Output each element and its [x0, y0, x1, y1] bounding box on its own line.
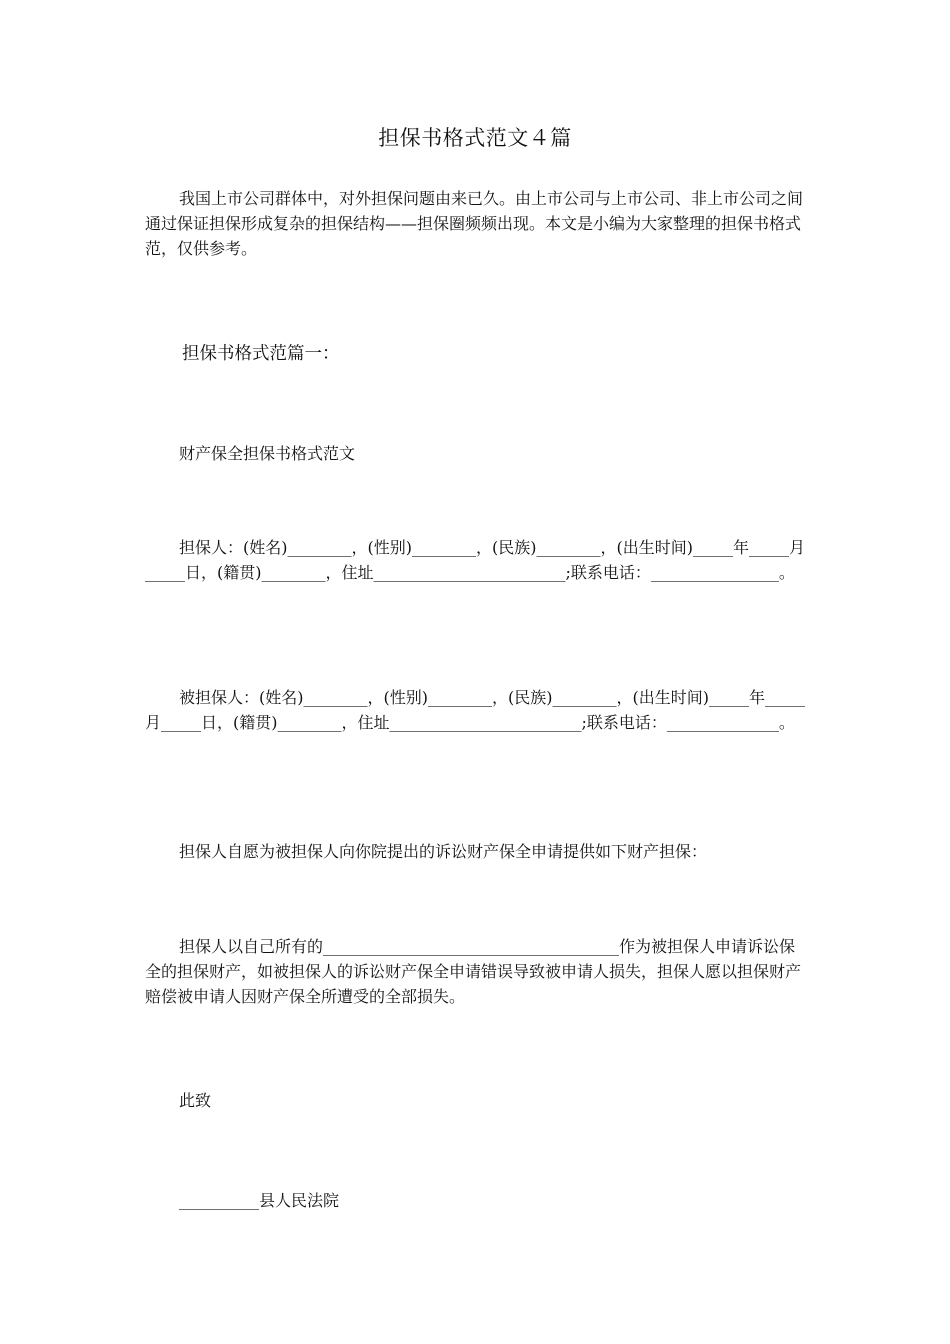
guarantor-info-paragraph: 担保人：(姓名)________，(性别)________，(民族)________，(出生时间)_____年_____月_____日，(籍贯)________，住址________________________;联系电话：________________。	[145, 538, 805, 582]
form-subtitle: 财产保全担保书格式范文	[179, 444, 356, 463]
guarantee-statement: 担保人自愿为被担保人向你院提出的诉讼财产保全申请提供如下财产担保：	[179, 842, 708, 861]
guaranteed-party-info-paragraph: 被担保人：(姓名)________，(性别)________，(民族)________，(出生时间)_____年_____月_____日，(籍贯)________，住址________________________;联系电话：______________。	[145, 688, 805, 732]
document-title: 担保书格式范文４篇	[378, 126, 572, 150]
intro-paragraph: 我国上市公司群体中，对外担保问题由来已久。由上市公司与上市公司、非上市公司之间通过保证担保形成复杂的担保结构——担保圈频频出现。本文是小编为大家整理的担保书格式范，仅供参考。	[145, 189, 804, 258]
court-recipient: __________县人民法院	[179, 1191, 340, 1210]
guarantee-commitment-paragraph: 担保人以自己所有的_____________________________________作为被担保人申请诉讼保全的担保财产，如被担保人的诉讼财产保全申请错误导致被申请人损失，担保人愿以担保财产赔偿被申请人因财产保全所遭受的全部损失。	[145, 937, 802, 1006]
closing-salutation: 此致	[179, 1091, 212, 1110]
section-heading: 担保书格式范篇一：	[182, 344, 340, 364]
